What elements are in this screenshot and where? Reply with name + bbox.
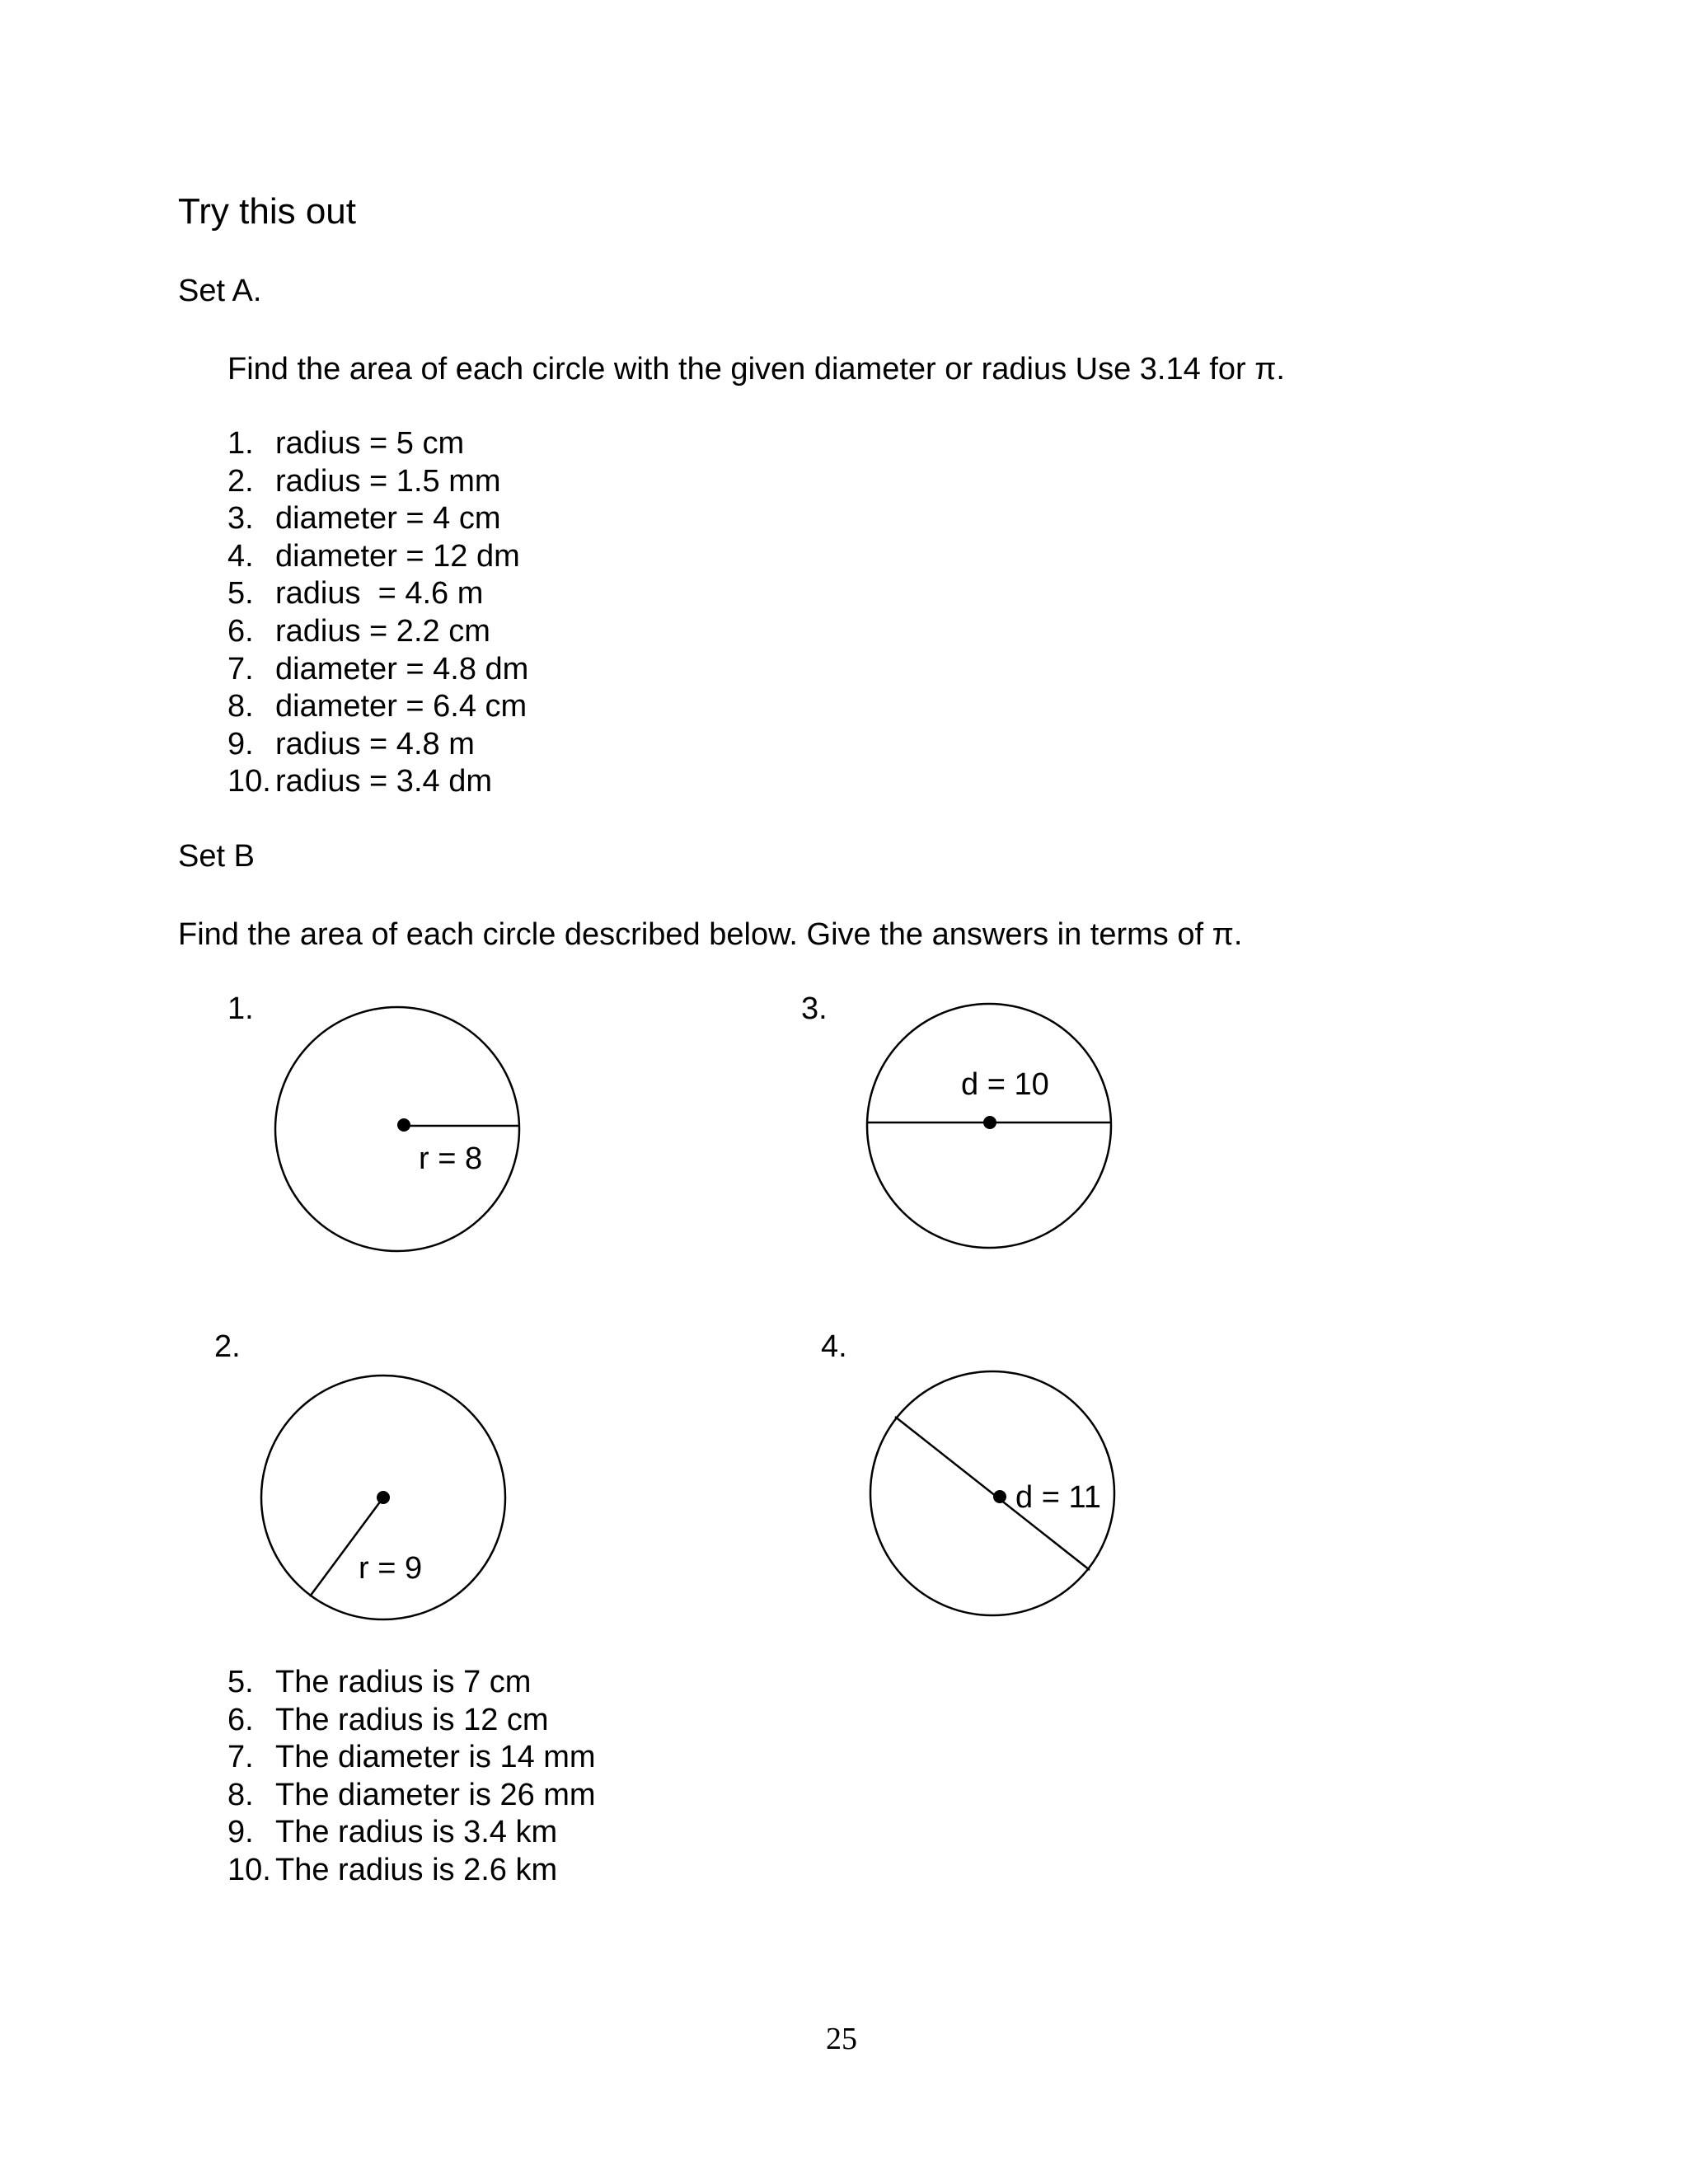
figure-3-number: 3. — [801, 991, 828, 1026]
list-item-number: 10. — [227, 764, 271, 799]
list-item-text: radius = 2.2 cm — [275, 613, 490, 649]
page-number: 25 — [826, 2022, 857, 2056]
page-heading: Try this out — [178, 191, 356, 232]
radius-label: r = 9 — [359, 1551, 423, 1586]
circle-figure-4 — [860, 1361, 1124, 1625]
list-item-number: 9. — [227, 726, 254, 762]
list-item-text: radius = 3.4 dm — [275, 764, 492, 799]
figure-2-number: 2. — [214, 1329, 241, 1364]
diameter-label: d = 11 — [1015, 1480, 1101, 1515]
list-item-number: 8. — [227, 1777, 254, 1812]
list-item-text: diameter = 6.4 cm — [275, 689, 528, 724]
list-item-text: diameter = 12 dm — [275, 538, 520, 574]
list-item-number: 6. — [227, 613, 254, 649]
list-item-number: 6. — [227, 1702, 254, 1737]
list-item-number: 5. — [227, 1665, 254, 1699]
circle-outline — [275, 1007, 519, 1251]
set-a-instruction: Find the area of each circle with the given diameter or radius Use 3.14 for π. — [227, 352, 1285, 387]
list-item-number: 7. — [227, 1740, 254, 1775]
list-item-number: 2. — [227, 463, 254, 499]
list-item-text: The radius is 7 cm — [275, 1665, 532, 1699]
list-item-number: 4. — [227, 538, 254, 574]
center-point — [377, 1491, 390, 1504]
list-item-text: radius = 5 cm — [275, 426, 465, 461]
circle-figure-3 — [857, 994, 1121, 1258]
circle-figure-2 — [251, 1366, 515, 1629]
list-item-text: The radius is 2.6 km — [275, 1852, 558, 1887]
center-point — [983, 1116, 996, 1129]
circle-figure-1 — [265, 997, 529, 1261]
radius-label: r = 8 — [419, 1141, 483, 1176]
list-item-text: radius = 4.8 m — [275, 726, 475, 762]
list-item-text: diameter = 4.8 dm — [275, 651, 529, 687]
set-b-instruction: Find the area of each circle described below. Give the answers in terms of π. — [178, 917, 1243, 952]
list-item-number: 5. — [227, 576, 254, 612]
center-point — [397, 1118, 410, 1132]
center-point — [993, 1490, 1006, 1503]
list-item-text: diameter = 4 cm — [275, 501, 501, 537]
set-b-title: Set B — [178, 839, 255, 874]
list-item-text: The radius is 3.4 km — [275, 1815, 558, 1850]
figure-1-number: 1. — [227, 991, 254, 1026]
list-item-number: 7. — [227, 651, 254, 687]
list-item-text: The radius is 12 cm — [275, 1702, 549, 1737]
list-item-text: The diameter is 26 mm — [275, 1777, 596, 1812]
list-item-number: 3. — [227, 501, 254, 537]
figure-4-number: 4. — [821, 1329, 847, 1364]
list-item-text: radius = 4.6 m — [275, 576, 484, 612]
list-item-number: 1. — [227, 426, 254, 461]
list-item-number: 9. — [227, 1815, 254, 1850]
diameter-label: d = 10 — [961, 1067, 1049, 1102]
list-item-number: 8. — [227, 689, 254, 724]
list-item-text: radius = 1.5 mm — [275, 463, 501, 499]
list-item-number: 10. — [227, 1852, 271, 1887]
list-item-text: The diameter is 14 mm — [275, 1740, 596, 1775]
set-a-title: Set A. — [178, 274, 262, 308]
